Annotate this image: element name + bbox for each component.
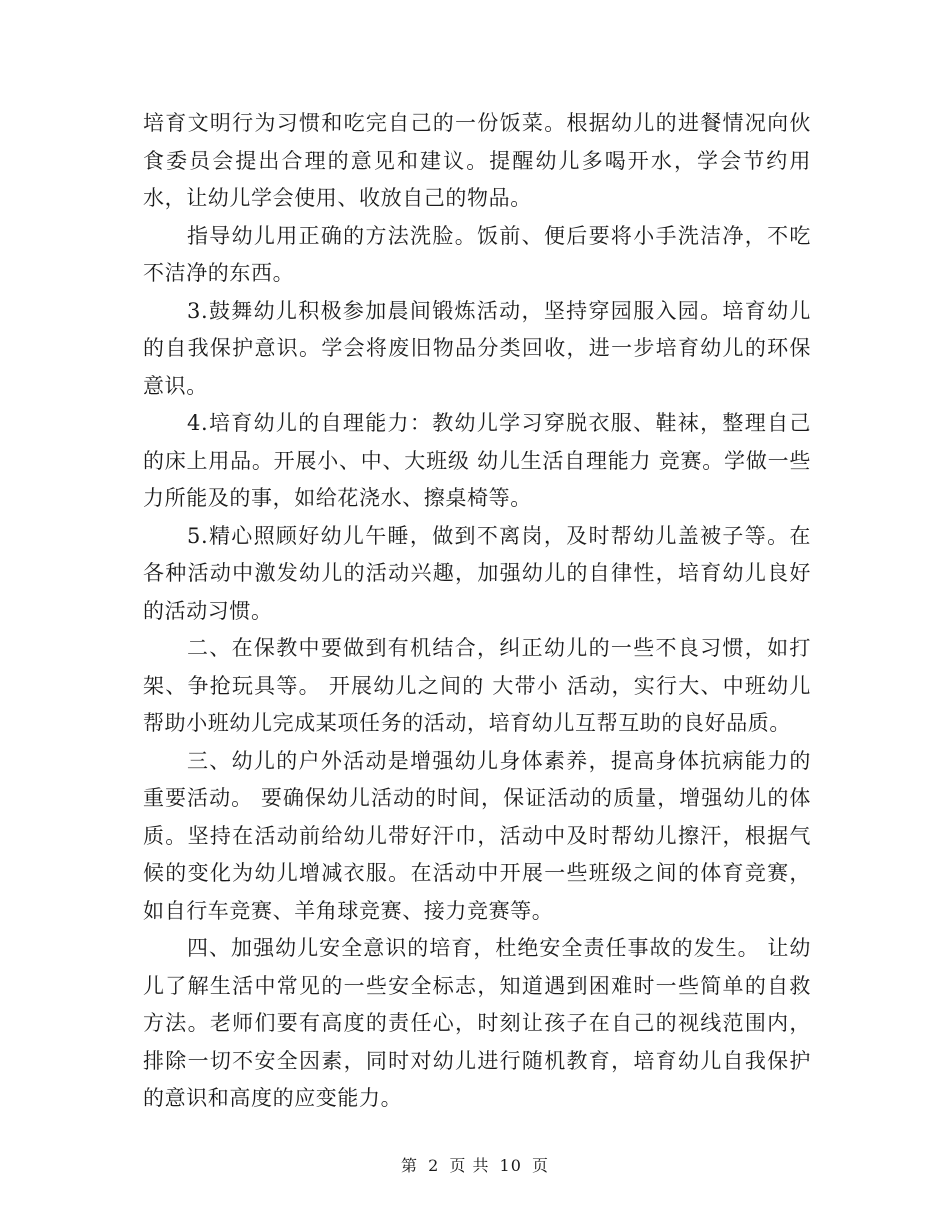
paragraph-8: 四、加强幼儿安全意识的培育，杜绝安全责任事故的发生。 让幼儿了解生活中常见的一些安全标志，知道遇到困难时一些简单的自救方法。老师们要有高度的责任心，时刻让孩子在自己的视线范围内，排除一切不安全因素，同时对幼儿进行随机教育，培育幼儿自我保护的意识和高度的应变能力。 bbox=[143, 936, 811, 1110]
footer-prefix: 第 bbox=[400, 1156, 418, 1175]
footer-middle: 页 共 bbox=[449, 1156, 490, 1175]
paragraph-6: 二、在保教中要做到有机结合，纠正幼儿的一些不良习惯，如打架、争抢玩具等。 开展幼儿之间的 大带小 活动，实行大、中班幼儿帮助小班幼儿完成某项任务的活动，培育幼儿互帮互助的良好品质。 bbox=[143, 636, 811, 735]
paragraph-1: 培育文明行为习惯和吃完自己的一份饭菜。根据幼儿的进餐情况向伙食委员会提出合理的意见和建议。提醒幼儿多喝开水，学会节约用水，让幼儿学会使用、收放自己的物品。 bbox=[143, 111, 811, 210]
document-body bbox=[143, 105, 811, 1118]
footer-suffix: 页 bbox=[532, 1156, 550, 1175]
paragraph-5: 5.精心照顾好幼儿午睡，做到不离岗，及时帮幼儿盖被子等。在各种活动中激发幼儿的活动兴趣，加强幼儿的自律性，培育幼儿良好的活动习惯。 bbox=[143, 523, 811, 623]
page-footer bbox=[0, 1153, 950, 1176]
paragraph-7: 三、幼儿的户外活动是增强幼儿身体素养，提高身体抗病能力的重要活动。 要确保幼儿活动的时间，保证活动的质量，增强幼儿的体质。坚持在活动前给幼儿带好汗巾，活动中及时帮幼儿擦汗，根据气候的变化为幼儿增减衣服。在活动中开展一些班级之间的体育竞赛，如自行车竞赛、羊角球竞赛、接力竞赛等。 bbox=[143, 748, 811, 923]
paragraph-4: 4.培育幼儿的自理能力：教幼儿学习穿脱衣服、鞋袜，整理自己的床上用品。开展小、中、大班级 幼儿生活自理能力 竞赛。学做一些力所能及的事，如给花浇水、擦桌椅等。 bbox=[143, 411, 811, 510]
footer-total-pages: 10 bbox=[499, 1156, 522, 1175]
paragraph-3: 3.鼓舞幼儿积极参加晨间锻炼活动，坚持穿园服入园。培育幼儿的自我保护意识。学会将废旧物品分类回收，进一步培育幼儿的环保意识。 bbox=[143, 298, 811, 398]
paragraph-2: 指导幼儿用正确的方法洗脸。饭前、便后要将小手洗洁净，不吃不洁净的东西。 bbox=[143, 223, 811, 285]
footer-page-number: 2 bbox=[428, 1156, 440, 1175]
